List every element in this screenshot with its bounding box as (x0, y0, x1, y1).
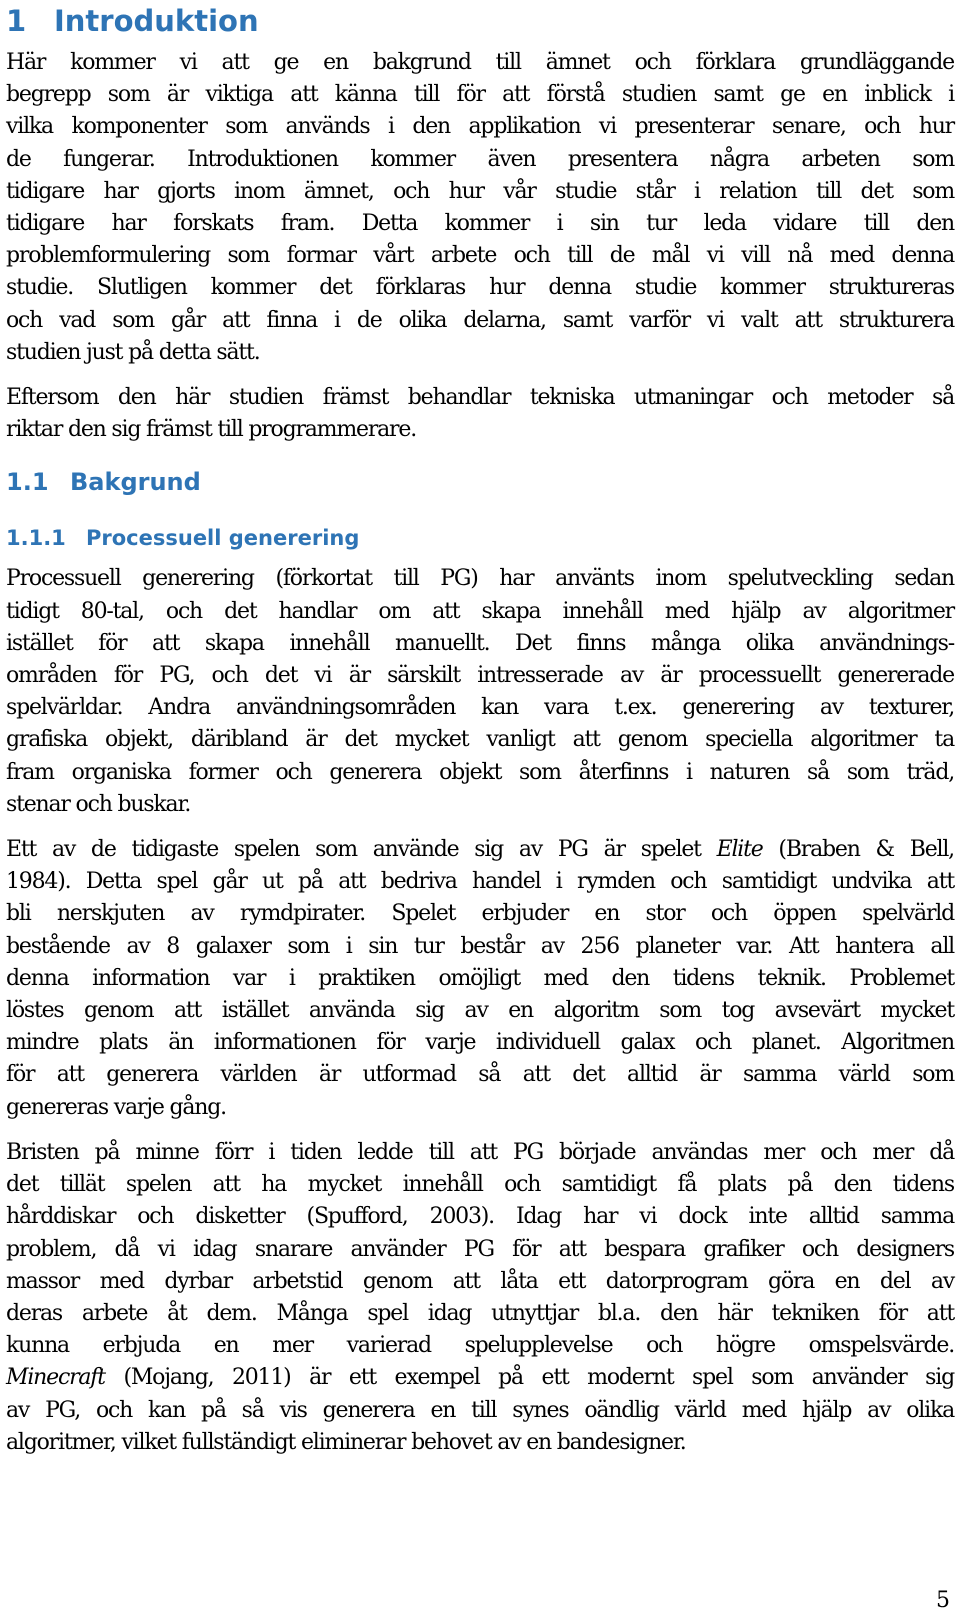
heading-number: 1 (6, 4, 27, 38)
paragraph-line: för att generera världen är utformad så att det alltid är samma värld som (6, 1062, 954, 1088)
background-paragraph-3 (6, 1137, 954, 1459)
paragraph-line: vilka komponenter som används i den applikation vi presenterar senare, och hur (6, 114, 954, 140)
paragraph-line: algoritmer, vilket fullständigt eliminerar behovet av en bandesigner. (6, 1429, 686, 1455)
paragraph-line: kunna erbjuda en mer varierad spelupplevelse och högre omspelsvärde. (6, 1333, 954, 1359)
paragraph-line: begrepp som är viktiga att känna till för att förstå studien samt ge en inblick i (6, 82, 954, 108)
paragraph-line: Processuell generering (förkortat till PG) har använts inom spelutveckling sedan (6, 566, 954, 592)
subsection-heading-processuell-generering (6, 515, 954, 563)
paragraph-line: problem, då vi idag snarare använder PG för att bespara grafiker och designers (6, 1236, 954, 1262)
document-page (6, 0, 954, 1472)
paragraph-line: de fungerar. Introduktionen kommer även presentera några arbeten som (6, 146, 954, 172)
paragraph-line: och vad som går att finna i de olika delarna, samt varför vi valt att strukturera (6, 307, 954, 333)
page-number: 5 (936, 1588, 950, 1613)
background-paragraph-2 (6, 834, 954, 1124)
paragraph-line: tidigt 80-tal, och det handlar om att skapa innehåll med hjälp av algoritmer (6, 598, 954, 624)
paragraph-line: Eftersom den här studien främst behandlar tekniska utmaningar och metoder så (6, 385, 954, 411)
paragraph-line: genereras varje gång. (6, 1094, 226, 1120)
paragraph-line: det tillät spelen att ha mycket innehåll och samtidigt få plats på den tidens (6, 1172, 954, 1198)
paragraph-line: massor med dyrbar arbetstid genom att låta ett datorprogram göra en del av (6, 1268, 954, 1294)
heading-number: 1.1.1 (6, 526, 66, 551)
paragraph-line: hårddiskar och disketter (Spufford, 2003). Idag har vi dock inte alltid samma (6, 1204, 954, 1230)
paragraph-line: Ett av de tidigaste spelen som använde sig av PG är spelet Elite (Braben & Bell, (6, 837, 954, 863)
heading-title: Processuell generering (86, 526, 360, 551)
paragraph-line: av PG, och kan på så vis generera en till synes oändlig värld med hjälp av olika (6, 1397, 954, 1423)
section-heading-bakgrund (6, 459, 954, 515)
paragraph-line: stenar och buskar. (6, 791, 191, 817)
intro-paragraph-1 (6, 47, 954, 369)
paragraph-line: bli nerskjuten av rymdpirater. Spelet erbjuder en stor och öppen spelvärld (6, 901, 954, 927)
paragraph-line: fram organiska former och generera objekt som återfinns i naturen så som träd, (6, 759, 954, 785)
heading-title: Introduktion (54, 4, 259, 38)
paragraph-line: löstes genom att istället använda sig av en algoritm som tog avsevärt mycket (6, 998, 954, 1024)
paragraph-line: problemformulering som formar vårt arbete och till de mål vi vill nå med denna (6, 243, 954, 269)
paragraph-line: 1984). Detta spel går ut på att bedriva handel i rymden och samtidigt undvika att (6, 869, 954, 895)
paragraph-line: mindre plats än informationen för varje individuell galax och planet. Algoritmen (6, 1030, 954, 1056)
paragraph-line: tidigare har forskats fram. Detta kommer i sin tur leda vidare till den (6, 211, 954, 237)
paragraph-line: deras arbete åt dem. Många spel idag utnyttjar bl.a. den här tekniken för att (6, 1300, 954, 1326)
paragraph-line: grafiska objekt, däribland är det mycket vanligt att genom speciella algoritmer ta (6, 727, 954, 753)
paragraph-line: Här kommer vi att ge en bakgrund till ämnet och förklara grundläggande (6, 50, 954, 75)
game-title-elite: Elite (716, 837, 763, 863)
heading-title: Bakgrund (70, 468, 201, 497)
paragraph-line: bestående av 8 galaxer som i sin tur består av 256 planeter var. Att hantera all (6, 933, 954, 959)
paragraph-line: tidigare har gjorts inom ämnet, och hur vår studie står i relation till det som (6, 178, 954, 204)
paragraph-line: spelvärldar. Andra användningsområden kan vara t.ex. generering av texturer, (6, 695, 954, 721)
paragraph-line: Minecraft (Mojang, 2011) är ett exempel på ett modernt spel som använder sig (6, 1365, 954, 1391)
paragraph-line: denna information var i praktiken omöjligt med den tidens teknik. Problemet (6, 965, 954, 991)
paragraph-line: istället för att skapa innehåll manuellt. Det finns många olika användnings- (6, 630, 954, 656)
paragraph-line: områden för PG, och det vi är särskilt intresserade av är processuellt genererade (6, 663, 954, 689)
intro-paragraph-2 (6, 382, 954, 446)
paragraph-line: studien just på detta sätt. (6, 339, 260, 365)
game-title-minecraft: Minecraft (6, 1365, 105, 1391)
heading-number: 1.1 (6, 468, 49, 497)
section-heading-introduction (6, 0, 954, 47)
paragraph-line: riktar den sig främst till programmerare. (6, 417, 416, 443)
paragraph-line: studie. Slutligen kommer det förklaras hur denna studie kommer struktureras (6, 275, 954, 301)
background-paragraph-1 (6, 563, 954, 821)
paragraph-line: Bristen på minne förr i tiden ledde till att PG började användas mer och mer då (6, 1139, 954, 1165)
